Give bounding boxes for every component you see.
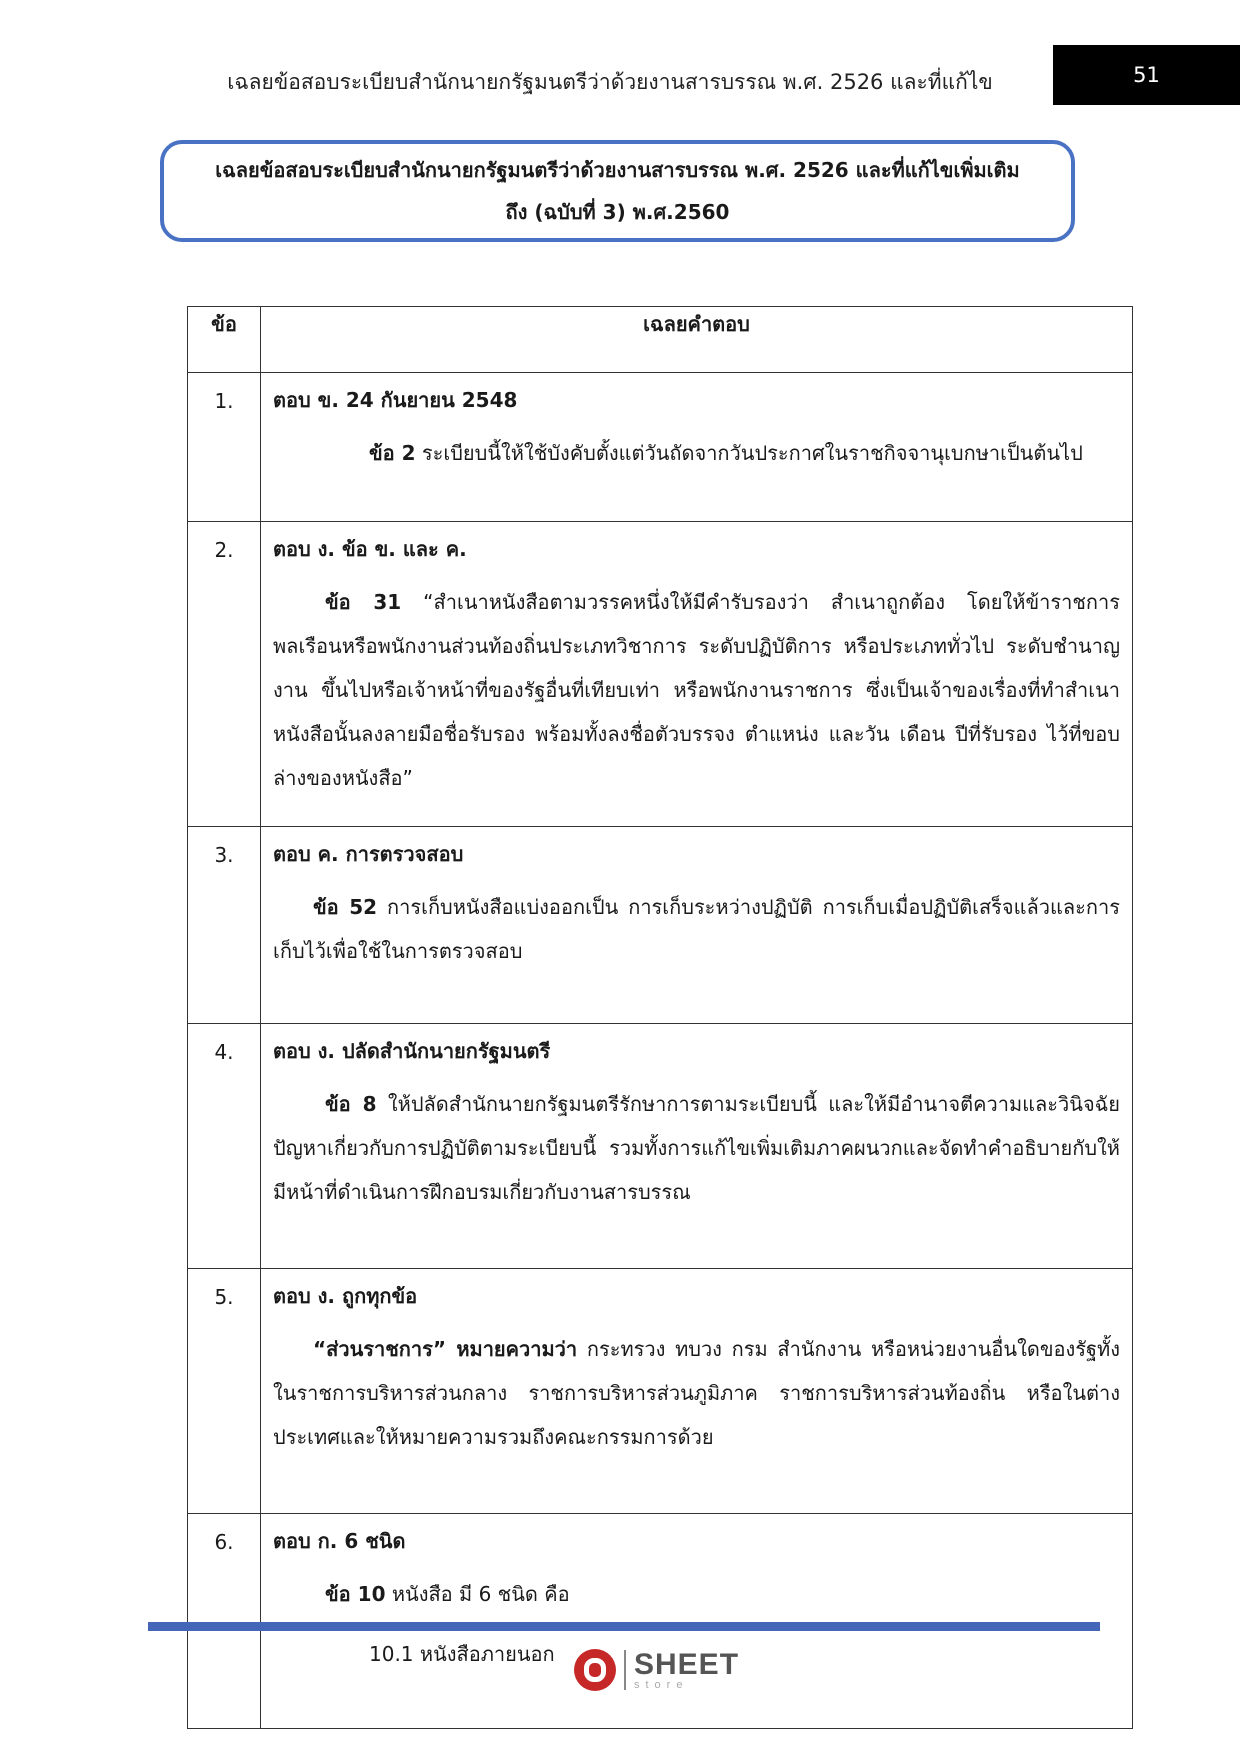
document-title-line-1: เฉลยข้อสอบระเบียบสำนักนายกรัฐมนตรีว่าด้วยงานสารบรรณ พ.ศ. 2526 และที่แก้ไขเพิ่มเติม bbox=[215, 158, 1020, 182]
question-number: 3. bbox=[188, 827, 261, 1024]
answer-cell bbox=[261, 827, 1133, 1024]
question-number: 2. bbox=[188, 522, 261, 827]
column-header-answer: เฉลยคำตอบ bbox=[261, 307, 1133, 373]
table-row bbox=[188, 522, 1133, 827]
answer-choice: ตอบ ง. ข้อ ข. และ ค. bbox=[273, 537, 467, 561]
explanation bbox=[273, 580, 1120, 800]
answer-cell bbox=[261, 1269, 1133, 1514]
rule-reference: “ส่วนราชการ” หมายความว่า bbox=[313, 1337, 578, 1361]
table-row bbox=[188, 1514, 1133, 1729]
question-number: 6. bbox=[188, 1514, 261, 1729]
document-title-box bbox=[160, 140, 1075, 242]
answer-choice: ตอบ ก. 6 ชนิด bbox=[273, 1529, 406, 1553]
explanation-text: การเก็บหนังสือแบ่งออกเป็น การเก็บระหว่างปฏิบัติ การเก็บเมื่อปฏิบัติเสร็จแล้วและการเก็บไว้เพื่อใช้ในการตรวจสอบ bbox=[273, 895, 1120, 963]
explanation-text: หนังสือ มี 6 ชนิด คือ bbox=[385, 1582, 570, 1606]
answer-cell bbox=[261, 1514, 1133, 1729]
logo-word: SHEET bbox=[634, 1647, 740, 1681]
explanation-text: ระเบียบนี้ให้ใช้บังคับตั้งแต่วันถัดจากวันประกาศในราชกิจจานุเบกษาเป็นต้นไป bbox=[415, 441, 1083, 465]
answer-choice: ตอบ ง. ถูกทุกข้อ bbox=[273, 1284, 418, 1308]
document-title-line-2: ถึง (ฉบับที่ 3) พ.ศ.2560 bbox=[505, 200, 730, 224]
sub-item: 10.1 หนังสือภายนอก bbox=[369, 1642, 555, 1666]
explanation bbox=[273, 1327, 1120, 1459]
footer-divider bbox=[148, 1622, 1100, 1631]
logo-separator bbox=[624, 1650, 626, 1690]
table-row bbox=[188, 373, 1133, 522]
rule-reference: ข้อ 8 bbox=[325, 1092, 377, 1116]
table-row bbox=[188, 827, 1133, 1024]
table-row bbox=[188, 1024, 1133, 1269]
explanation bbox=[273, 885, 1120, 973]
running-header-title: เฉลยข้อสอบระเบียบสำนักนายกรัฐมนตรีว่าด้วยงานสารบรรณ พ.ศ. 2526 และที่แก้ไข bbox=[227, 70, 993, 94]
explanation-text: กระทรวง ทบวง กรม สำนักงาน หรือหน่วยงานอื่นใดของรัฐทั้งในราชการบริหารส่วนกลาง ราชการบริหารส่วนภูมิภาค ราชการบริหารส่วนท้องถิ่น หรือในต่างประเทศและให้หมายความรวมถึงคณะกรรมการด้วย bbox=[273, 1337, 1120, 1449]
sheet-store-logo bbox=[574, 1646, 739, 1694]
page-number: 51 bbox=[1053, 45, 1240, 105]
logo-s-icon bbox=[574, 1649, 616, 1691]
answer-cell bbox=[261, 522, 1133, 827]
explanation-text: “สำเนาหนังสือตามวรรคหนึ่งให้มีคำรับรองว่า สำเนาถูกต้อง โดยให้ข้าราชการพลเรือนหรือพนักงานส่วนท้องถิ่นประเภทวิชาการ ระดับปฏิบัติการ หรือประเภททั่วไป ระดับชำนาญงาน ขึ้นไปหรือเจ้าหน้าที่ของรัฐอื่นที่เทียบเท่า หรือพนักงานราชการ ซึ่งเป็นเจ้าของเรื่องที่ทำสำเนาหนังสือนั้นลงลายมือชื่อรับรอง พร้อมทั้งลงชื่อตัวบรรจง ตำแหน่ง และวัน เดือน ปีที่รับรอง ไว้ที่ขอบล่างของหนังสือ” bbox=[273, 590, 1120, 790]
logo-text bbox=[634, 1647, 740, 1691]
question-number: 1. bbox=[188, 373, 261, 522]
explanation bbox=[273, 1572, 1120, 1616]
answer-cell bbox=[261, 373, 1133, 522]
column-header-number: ข้อ bbox=[188, 307, 261, 373]
logo-subtext: store bbox=[634, 1678, 689, 1691]
answer-choice: ตอบ ค. การตรวจสอบ bbox=[273, 842, 464, 866]
rule-reference: ข้อ 52 bbox=[313, 895, 378, 919]
answer-choice: ตอบ ง. ปลัดสำนักนายกรัฐมนตรี bbox=[273, 1039, 551, 1063]
rule-reference: ข้อ 31 bbox=[325, 590, 402, 614]
table-header-row bbox=[188, 307, 1133, 373]
explanation bbox=[273, 1082, 1120, 1214]
answer-table bbox=[187, 306, 1133, 1729]
question-number: 4. bbox=[188, 1024, 261, 1269]
table-row bbox=[188, 1269, 1133, 1514]
explanation-text: ให้ปลัดสำนักนายกรัฐมนตรีรักษาการตามระเบียบนี้ และให้มีอำนาจตีความและวินิจฉัยปัญหาเกี่ยวกับการปฏิบัติตามระเบียบนี้ รวมทั้งการแก้ไขเพิ่มเติมภาคผนวกและจัดทำคำอธิบายกับให้มีหน้าที่ดำเนินการฝึกอบรมเกี่ยวกับงานสารบรรณ bbox=[273, 1092, 1121, 1204]
answer-cell bbox=[261, 1024, 1133, 1269]
rule-reference: ข้อ 2 bbox=[369, 441, 416, 465]
explanation bbox=[273, 431, 1120, 475]
answer-choice: ตอบ ข. 24 กันยายน 2548 bbox=[273, 388, 518, 412]
question-number: 5. bbox=[188, 1269, 261, 1514]
rule-reference: ข้อ 10 bbox=[325, 1582, 386, 1606]
